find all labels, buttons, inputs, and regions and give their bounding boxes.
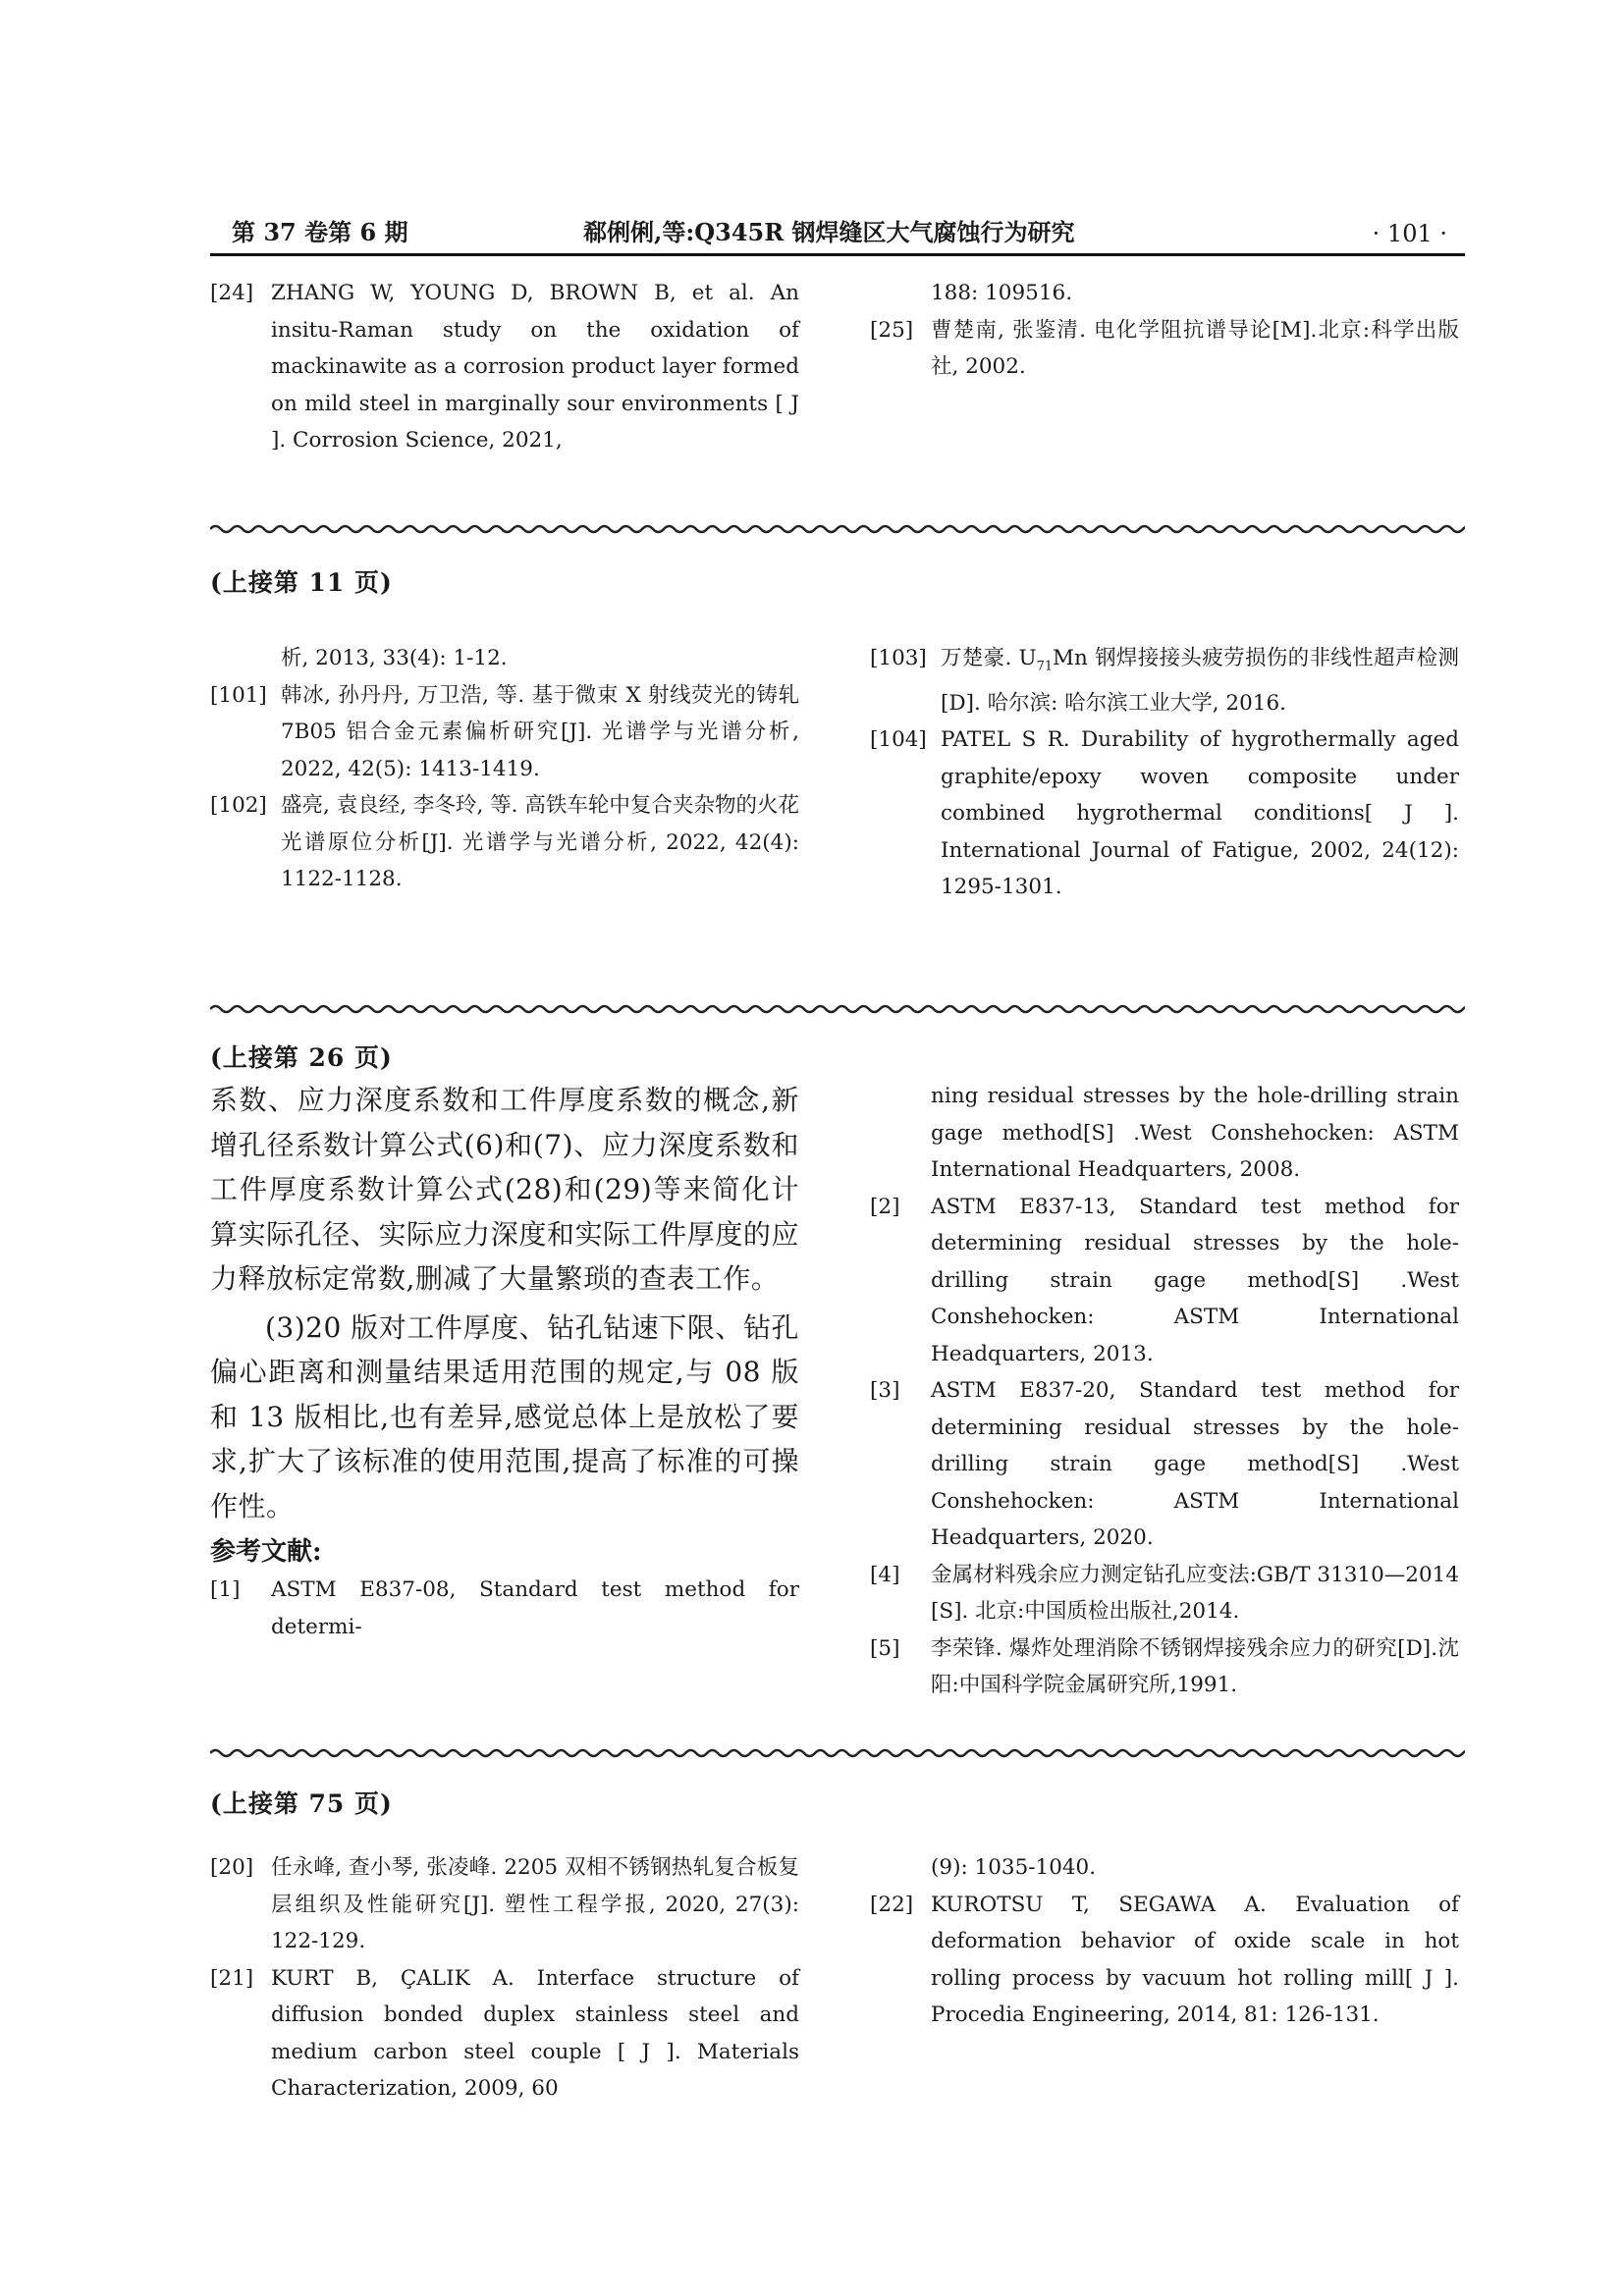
reference-item <box>870 1189 1459 1373</box>
right-column <box>870 1849 1459 2034</box>
reference-number: [3] <box>870 1378 900 1403</box>
reference-number: [2] <box>870 1194 900 1219</box>
reference-number: [22] <box>870 1892 914 1917</box>
reference-item <box>210 1572 799 1645</box>
reference-text-part: Mn 钢焊接接头疲劳损伤的非线性超声检测[D]. 哈尔滨: 哈尔滨工业大学, 2016. <box>941 646 1459 716</box>
left-column <box>210 1078 799 1645</box>
reference-text: 金属材料残余应力测定钻孔应变法:GB/T 31310—2014 [S]. 北京:中国质检出版社,2014. <box>931 1562 1459 1624</box>
reference-number: [102] <box>210 793 267 818</box>
reference-number: [103] <box>870 646 927 670</box>
reference-item <box>870 1557 1459 1630</box>
body-paragraph: 系数、应力深度系数和工件厚度系数的概念,新增孔径系数计算公式(6)和(7)、应力深度系数和工件厚度系数计算公式(28)和(29)等来简化计算实际孔径、实际应力深度和实际工件厚度的应力释放标定常数,删减了大量繁琐的查表工作。 <box>210 1084 799 1295</box>
reference-text: ASTM E837-08, Standard test method for determi- <box>271 1577 799 1639</box>
continued-from-label: (上接第 75 页) <box>210 1789 393 1818</box>
journal-issue: 第 37 卷第 6 期 <box>232 218 408 246</box>
reference-text-part: 万楚豪. U <box>941 646 1037 670</box>
reference-number: [5] <box>870 1635 900 1661</box>
reference-item <box>870 1630 1459 1704</box>
reference-continuation: 188: 109516. <box>931 281 1073 305</box>
right-column <box>870 640 1459 906</box>
reference-text: ASTM E837-13, Standard test method for determining residual stresses by the hole-drilling strain gage method[S] .West Conshehocken: ASTM International Headquarters, 2013. <box>931 1194 1459 1366</box>
running-header <box>210 210 1465 256</box>
reference-text: 韩冰, 孙丹丹, 万卫浩, 等. 基于微束 X 射线荧光的铸轧 7B05 铝合金元素偏析研究[J]. 光谱学与光谱分析, 2022, 42(5): 1413-1419. <box>281 682 799 781</box>
reference-continuation: 析, 2013, 33(4): 1-12. <box>281 646 508 670</box>
reference-number: [101] <box>210 682 267 708</box>
continued-from-label: (上接第 26 页) <box>210 1043 393 1072</box>
reference-text: PATEL S R. Durability of hygrothermally aged graphite/epoxy woven composite under combined hygrothermal conditions[ J ]. International Journal of Fatigue, 2002, 24(12): 1295-1301. <box>941 727 1459 900</box>
continued-from-label: (上接第 11 页) <box>210 568 393 597</box>
reference-item <box>210 1849 799 1960</box>
reference-item <box>210 275 799 459</box>
subscript: 71 <box>1036 659 1054 674</box>
reference-number: [21] <box>210 1965 254 1991</box>
wave-divider <box>210 1747 1465 1759</box>
reference-continuation: (9): 1035-1040. <box>931 1855 1097 1880</box>
reference-number: [4] <box>870 1562 900 1587</box>
reference-text: 李荣锋. 爆炸处理消除不锈钢焊接残余应力的研究[D].沈阳:中国科学院金属研究所,1991. <box>931 1635 1459 1697</box>
reference-number: [25] <box>870 317 914 343</box>
reference-text: ZHANG W, YOUNG D, BROWN B, et al. An insitu-Raman study on the oxidation of mackinawite as a corrosion product layer formed on mild steel in marginally sour environments [ J ]. Corrosion Science, 2021, <box>271 281 799 453</box>
left-column <box>210 1849 799 2108</box>
body-paragraph: (3)20 版对工件厚度、钻孔钻速下限、钻孔偏心距离和测量结果适用范围的规定,与 08 版和 13 版相比,也有差异,感觉总体上是放松了要求,扩大了该标准的使用范围,提高了标准的可操作性。 <box>210 1310 799 1522</box>
reference-number: [1] <box>210 1577 241 1602</box>
reference-text: 盛亮, 袁良经, 李冬玲, 等. 高铁车轮中复合夹杂物的火花光谱原位分析[J]. 光谱学与光谱分析, 2022, 42(4): 1122-1128. <box>281 793 799 891</box>
reference-text: ASTM E837-20, Standard test method for determining residual stresses by the hole-drilling strain gage method[S] .West Conshehocken: ASTM International Headquarters, 2020. <box>931 1378 1459 1550</box>
left-column <box>210 640 799 898</box>
reference-item <box>870 721 1459 906</box>
reference-number: [20] <box>210 1855 254 1880</box>
wave-line <box>210 1750 1465 1756</box>
right-column <box>870 275 1459 386</box>
reference-item <box>870 1887 1459 2034</box>
reference-item <box>210 1960 799 2108</box>
right-column <box>870 1078 1459 1704</box>
reference-item <box>870 1372 1459 1557</box>
reference-number: [104] <box>870 727 927 753</box>
wave-divider <box>210 523 1465 535</box>
reference-text: KUROTSU T, SEGAWA A. Evaluation of deformation behavior of oxide scale in hot rolling process by vacuum hot rolling mill[ J ]. Procedia Engineering, 2014, 81: 126-131. <box>931 1892 1459 2027</box>
page-number: · 101 · <box>1372 220 1447 247</box>
reference-text: KURT B, ÇALIK A. Interface structure of diffusion bonded duplex stainless steel and medium carbon steel couple [ J ]. Materials Characterization, 2009, 60 <box>271 1965 799 2101</box>
reference-text <box>941 646 1459 716</box>
running-title: 郗俐俐,等:Q345R 钢焊缝区大气腐蚀行为研究 <box>583 218 1075 246</box>
wave-divider <box>210 1003 1465 1015</box>
reference-item <box>870 640 1459 721</box>
wave-line <box>210 1006 1465 1012</box>
reference-item <box>210 677 799 788</box>
reference-text: 任永峰, 查小琴, 张凌峰. 2205 双相不锈钢热轧复合板复层组织及性能研究[J]. 塑性工程学报, 2020, 27(3): 122-129. <box>271 1855 799 1953</box>
reference-text: 曹楚南, 张鉴清. 电化学阻抗谱导论[M].北京:科学出版社, 2002. <box>931 317 1459 379</box>
reference-number: [24] <box>210 281 254 305</box>
wave-line <box>210 526 1465 532</box>
references-heading: 参考文献: <box>210 1537 322 1567</box>
reference-item <box>870 312 1459 386</box>
reference-continuation: ning residual stresses by the hole-drilling strain gage method[S] .West Conshehocken: ASTM International Headquarters, 2008. <box>931 1084 1459 1182</box>
reference-item <box>210 787 799 898</box>
left-column <box>210 275 799 459</box>
